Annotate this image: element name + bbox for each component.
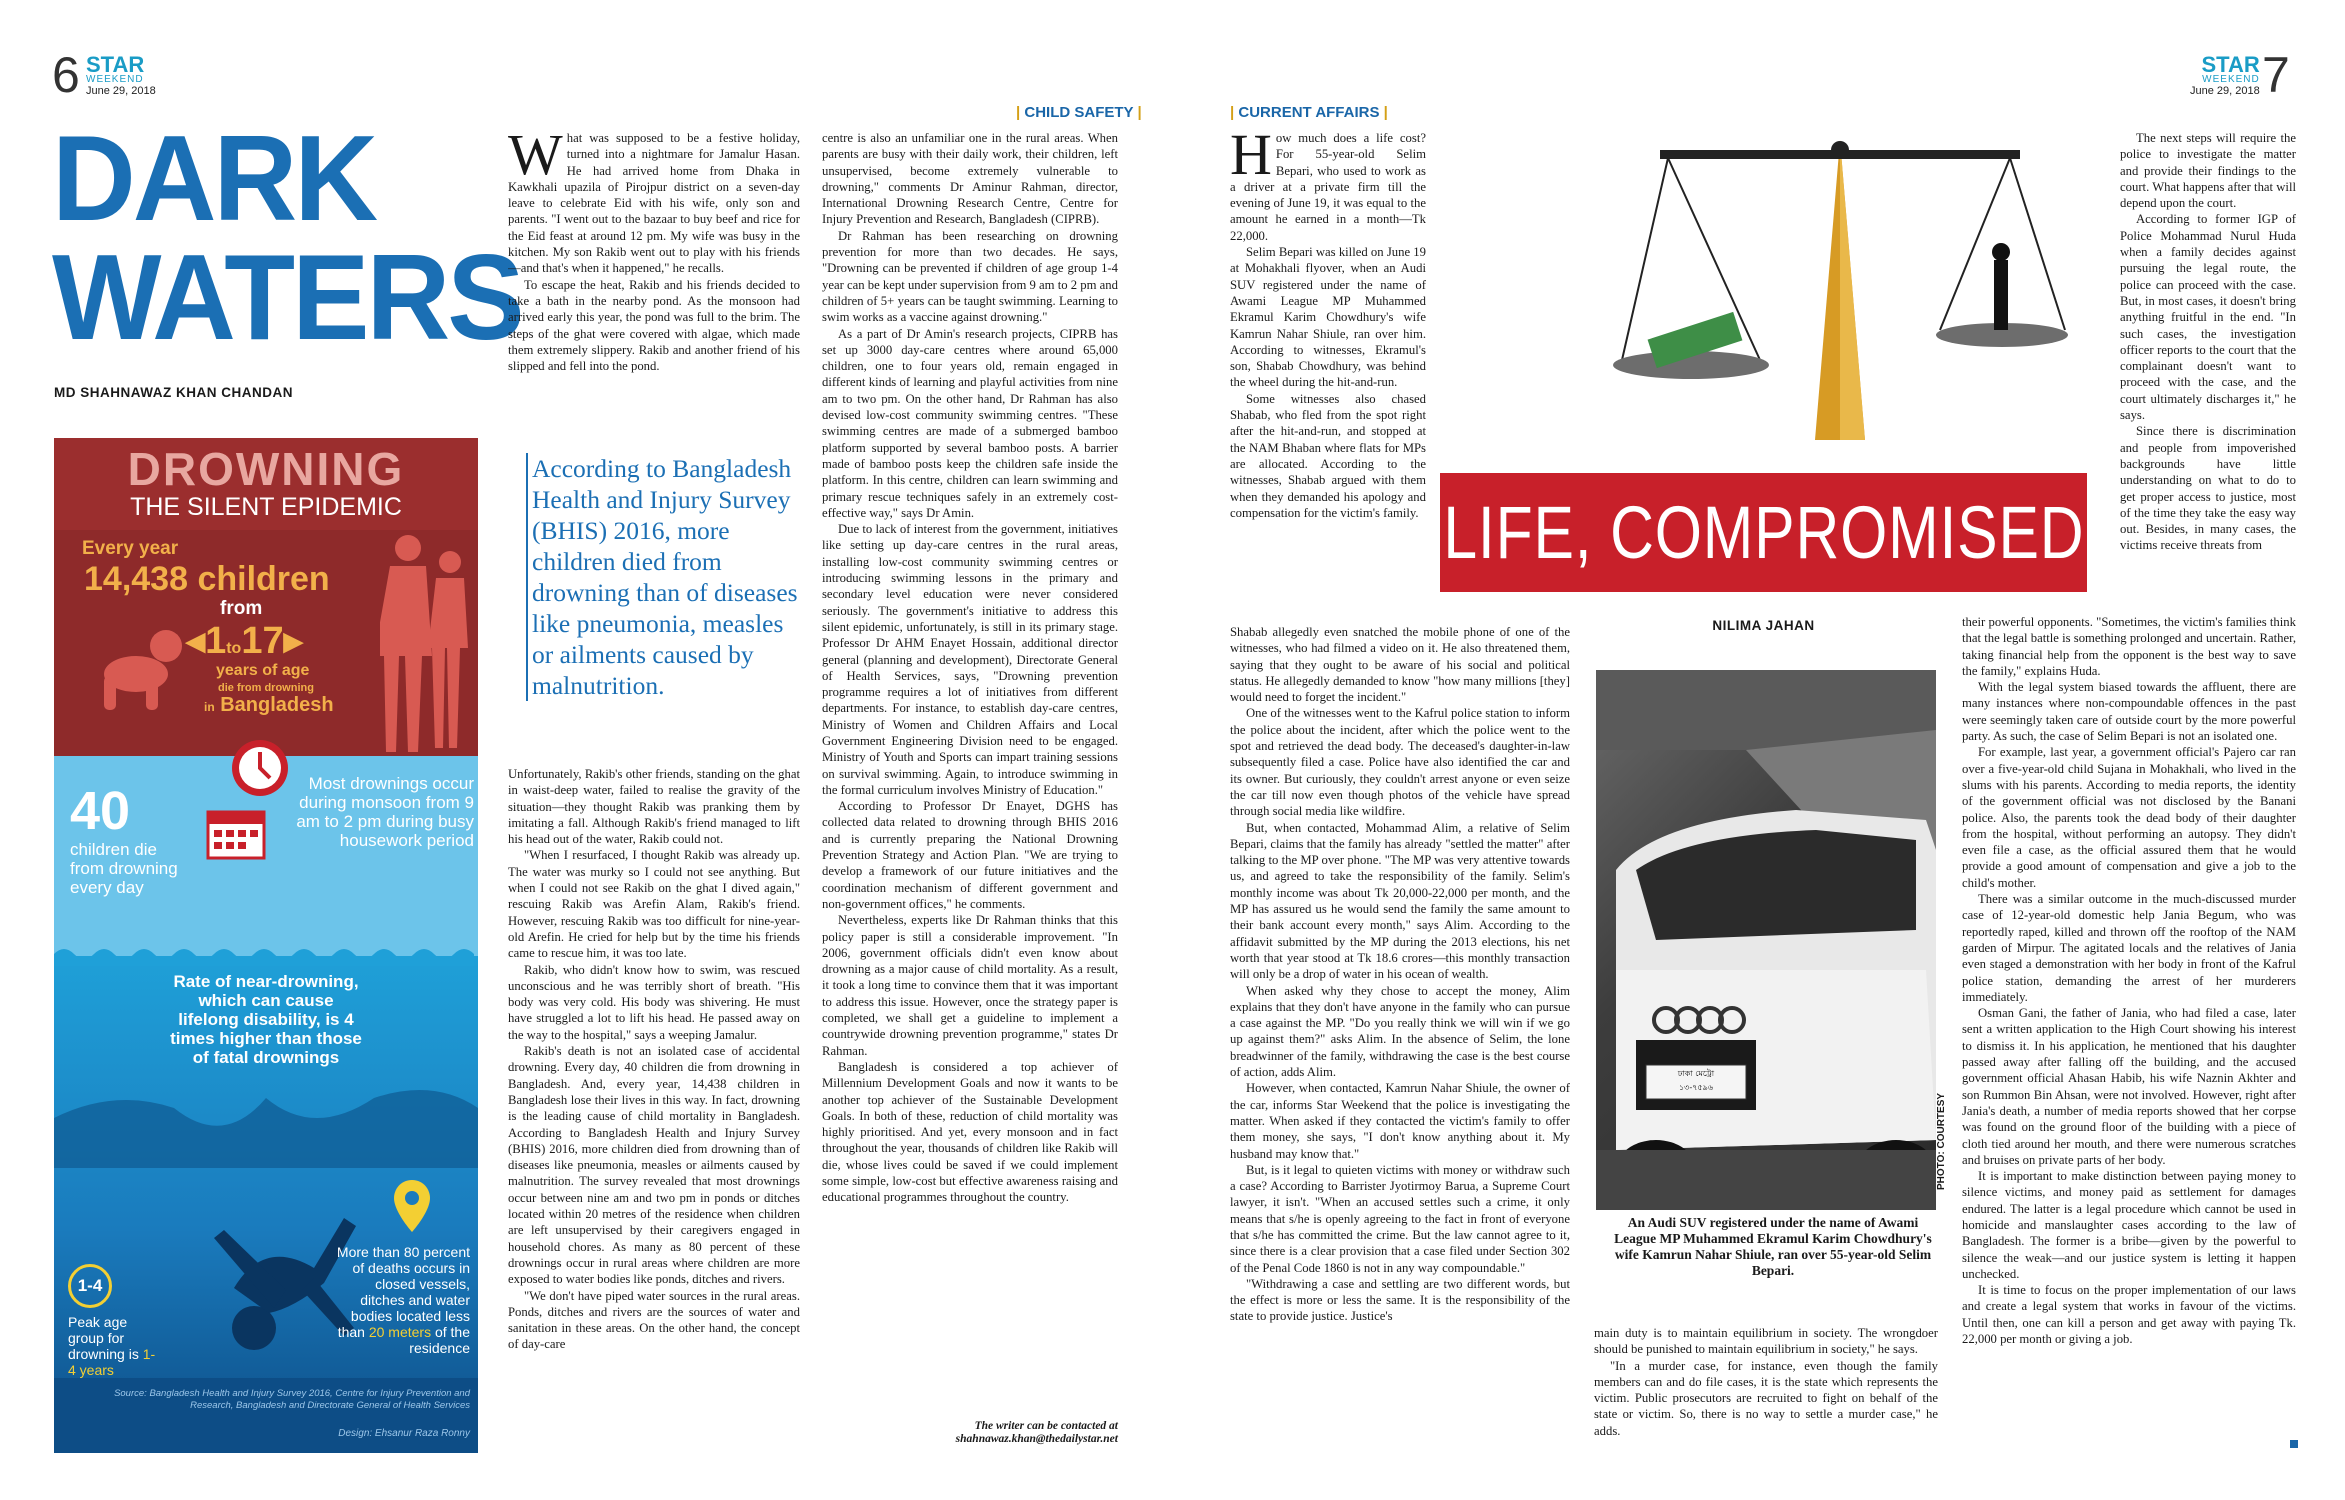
photo-credit: PHOTO: COURTESY [1936,1092,1947,1190]
location-pin-icon [392,1178,432,1234]
issue-date: June 29, 2018 [86,85,156,97]
drop-cap-right: H [1230,130,1272,187]
section-kicker-child-safety: | CHILD SAFETY | [1016,104,1142,121]
weekend-logo-right: WEEKEND [2202,74,2260,85]
crawling-baby-icon [84,624,194,714]
arrow-left-icon: ◂ [186,620,206,662]
right-page-number: 7 [2262,47,2290,103]
every-year-label: Every year [82,538,179,559]
time-text: Most drownings occur during monsoon from 9 am to 2 pm during busy housework period [296,774,474,850]
article-column-2-right: main duty is to maintain equilibrium in society. The wrongdoer should be punished to maintain equilibrium in society," he says. "In a murder case, for instance, even though the family members can and do file cases, it is the state which represents the victim. Public prosecutors are recruited to fight on behalf of the state or victim. So, there is no way to settle a murder case," he adds. [1594,1326,1938,1438]
parents-icon [380,532,472,754]
in-bangladesh-label: in Bangladesh [204,694,334,716]
deaths-location-text: More than 80 percent of deaths occurs in closed vessels, ditches and water bodies located less than 20 meters of the residence [336,1244,470,1356]
daily-text: children die from drowning every day [70,840,178,897]
infographic-source: Source: Bangladesh Health and Injury Survey 2016, Centre for Injury Prevention and Research, Bangladesh and Directorate General of Health Services [114,1388,470,1411]
section-kicker-current-affairs: | CURRENT AFFAIRS | [1230,104,1388,121]
writer-contact: The writer can be contacted at shahnawaz.khan@thedailystar.net [955,1420,1118,1445]
article-column-1-bottom: Unfortunately, Rakib's other friends, standing on the ghat in waist-deep water, failed to realise the gravity of the situation—they thought Rakib was pranking them by imitating a fall. Although Rakib's friend managed to lift his head out of the water, Rakib could not. "When I resurfaced, I thought Rakib was already up. The water was murky so I could not see anything. But when I could not see Rakib on the ghat I dived again," rescuing Rakib was Arefin Alam, Rakib's friend. However, rescuing Rakib was too difficult for nine-year-old Arefin. He cried for help but by the time his friends came to rescue him, it was too late. Rakib, who didn't know how to swim, was rescued unconscious and he was terribly short of breath. "His body was very cold. His body was shivering. He must have struggled a lot to lift his head. He passed away on the way to the hospital," says a weeping Jamalur. Rakib's death is not an isolated case of accidental drowning. Every day, 40 children die from drowning in Bangladesh. And, every year, 14,438 children in Bangladesh lose their lives in this way. In fact, drowning is the leading cause of child mortality in Bangladesh. According to Bangladesh Health and Injury Survey (BHIS) 2016, more children died from drowning than of diseases like pneumonia, measles or ailments caused by malnutrition. The survey revealed that most drownings occur between nine am and two pm in ponds or ditches located within 20 metres of the residence when children are left unsupervised by their caregivers engaged in household chores. As many as 80 percent of these drownings occur in rural areas where children are more exposed to water bodies like ponds, ditches and rivers. "We don't have piped water sources in the rural areas. Ponds, ditches and rivers are the sources of water and sanitation in these areas. On the other hand, the concept of day-care [508,767,800,1352]
end-mark [2290,1440,2298,1448]
license-plate: ঢাকা মেট্রো ১৩-৭৫৯৬ [1677,1069,1715,1092]
arrow-right-icon: ▸ [283,620,303,662]
clock-icon [230,738,290,798]
left-page-number: 6 [52,47,80,103]
disability-text: Rate of near-drowning, which can cause lifelong disability, is 4 times higher than those of fatal drownings [170,972,362,1067]
right-masthead [2190,52,2260,97]
peak-age-text: Peak age group for drowning is 1-4 years [68,1314,156,1378]
article-column-2: centre is also an unfamiliar one in the rural areas. When parents are busy with their daily work, their children, left unsupervised, become extremely vulnerable to drowning," comments Dr Aminur Rahman, director, International Drowning Research Centre, Centre for Injury Prevention and Research, Bangladesh (CIPRB). Dr Rahman has been researching on drowning prevention for more than two decades. He says, "Drowning can be prevented if children of age group 1-4 year can be kept under supervision from 9 am to 2 pm and children of 5+ years can be taught swimming. Learning to swim works as a vaccine against drowning." As a part of Dr Amin's research projects, CIPRB has set up 3000 day-care centres where around 65,000 children, one to four years old, remain engaged in different kinds of learning and playful activities from nine am to two pm. On the other hand, Dr Rahman has also devised low-cost community swimming centres. "These swimming centres are made of a submerged bamboo platform supported by several bamboo posts. A barrier made of bamboo posts keep the children safe inside the platform. In this centre, children can learn swimming and primary rescue techniques safely in an extremely cost-effective way," says Dr Amin. Due to lack of interest from the government, initiatives like setting up day-care centres in the rural areas, installing low-cost community swimming centres or introducing swimming lessons in the primary and secondary level education were never considered seriously. The government's initiative to address this silent epidemic, unfortunately, is still in its primary stage. Professor Dr AHM Enayet Hossain, additional director general (planning and development), Directorate General of Health Services, says, "Drowning prevention programme requires a lot of initiatives from different departments. For instance, to establish day-care centres, Ministry of Women and Children Affairs and Local Government Engineering Division need to be engaged. Ministry of Youth and Sports can impart training sessions on survival swimming. Again, to introduce swimming in the formal curriculum involves Ministry of Education." According to Professor Dr Enayet, DGHS has collected data related to drowning through BHIS 2016 and is currently preparing the National Drowning Prevention Strategy and Action Plan. "We are trying to develop a framework of our future initiatives and the coordination mechanism of different government and non-government offices," he comments. Nevertheless, experts like Dr Rahman thinks that this policy paper is still a considerable improvement. "In 2006, government officials didn't even know about drowning as a major cause of child mortality. As a result, it took a long time to convince them that it was important to address this issue. However, once the strategy paper is completed, we shall get a guideline to implement a countrywide drowning prevention programme," states Dr Rahman. Bangladesh is considered a top achiever of Millennium Development Goals and now it wants to be another top achiever of the Sustainable Development Goals. In both of these, reduction of child mortality was highly prioritised. And yet, every monsoon and in fact throughout the year, thousands of children like Rakib will die, whose lives could be saved if we could implement some simple, low-cost but effective awareness raising and educational programmes throughout the country. [822,131,1118,1205]
daily-count: 40 [70,781,131,841]
infographic-title: DROWNING [127,443,405,495]
star-logo: STAR [86,52,145,77]
age-range: ◂1to17▸ [186,620,303,662]
photo-caption: An Audi SUV registered under the name of Awami League MP Muhammed Ekramul Karim Chowdhury's wife Kamrun Nahar Shiule, ran over 55-year-old Selim Bepari. [1614,1215,1932,1278]
calendar-icon [204,800,268,862]
star-logo-right: STAR [2201,52,2260,77]
issue-date-right: June 29, 2018 [2190,85,2260,97]
peak-age-badge: 1-4 [68,1264,112,1308]
article-column-1-bottom-right: Shabab allegedly even snatched the mobile phone of one of the witnesses, who had filmed a video on it. He also threatened them, saying that they ought to be aware of his social and political status. He allegedly demanded to know "how many millions [they] would need to forget the incident." One of the witnesses went to the Kafrul police station to inform the police about the incident, after which the police went to the spot and retrieved the dead body. The deceased's daughter-in-law subsequently filed a case. Police have also identified the car and its owner. But curiously, they couldn't arrest anyone or even seize the car till now even though photos of the vehicle have spread through social media like wildfire. But, when contacted, Mohammad Alim, a relative of Selim Bepari, claims that the family has already "settled the matter" after talking to the MP over phone. "The MP was very attentive towards us, and agreed to take the responsibility of the family. Selim's monthly income was about Tk 20,000-22,000 per month, and the MP has assured us he would send the family the same amount to their bank account every month," says Alim. According to the affidavit submitted by the MP during the 2013 elections, his net worth that year stood at Tk 18.6 crores—this monthly transaction will only be a drop of water in his ocean of wealth. When asked why they chose to accept the money, Alim explains that they don't have anyone in the family who can pursue a case against the MP. "Do you really think we will win if we go up against them?" asks Alim. In the absence of Selim, the lone breadwinner of the family, withdrawing the case is the best course of action, adds Alim. However, when contacted, Kamrun Nahar Shiule, the owner of the car, informs Star Weekend that the police is investigating the matter. When asked if they contacted the victim's family to offer them money, she says, "I don't know anything about it. My husband may know that." But, is it legal to quieten victims with money or withdraw such a case? According to Barrister Jyotirmoy Barua, a Supreme Court lawyer, it isn't. "When an accused settles such a crime, it only means that s/he is openly agreeing to the fact in front of everyone that s/he has committed the crime. But the law cannot agree to it, since there is a clear provision that a case filed under Section 302 of the Penal Code 1860 is not in any way compoundable." "Withdrawing a case and settling are two different words, but the effect is more or less the same. It is the responsibility of the state to provide justice. Justice's [1230,625,1570,1324]
article-column-1-top: W hat was supposed to be a festive holiday, turned into a nightmare for Jamalur Hasan. He had arrived home from Dhaka in Kawkhali upazila of Pirojpur district on a seven-day leave to celebrate Eid with his wife, only son and parents. "I went out to the bazaar to buy beef and rice for the Eid feast at around 12 pm. My wife was busy in the kitchen. My son Rakib went out to play with his friends—and that's when it happened," he recalls. To escape the heat, Rakib and his friends decided to take a bath in the nearby pond. As the monsoon had arrived early this year, the pond was full to the brim. The steps of the ghat were covered with algae, which made them extremely slippery. Rakib and another friend of his slipped and fell into the pond. [508,130,800,374]
drowning-infographic [54,438,478,1453]
article-column-3-bottom-right: their powerful opponents. "Sometimes, the victim's families think that the legal battle is something prolonged and uncertain. Rather, taking financial help from the opponent is the best way to save the family," explains Huda. With the legal system biased towards the affluent, there are many instances where non-compoundable offences in the past were seemingly taken care of outside court by the more powerful party. As such, the case of Selim Bepari is not an isolated one. For example, last year, a government official's Pajero car ran over a five-year-old child Sujana in Mohakhali, who lived in the slums with his parents. According to media reports, the identity of the government official was not disclosed by the Banani police. Also, the parents took the dead body of their daughter from the hospital, without performing an autopsy. They didn't even file a case, as the official assured them that he would provide a good amount of compensation and give a job to the child's mother. There was a similar outcome in the much-discussed murder case of 12-year-old domestic help Jania Begum, who was reportedly raped, killed and thrown off the rooftop of the NAM garden of Mirpur. The agitated locals and the relatives of Jania even staged a demonstration with her body in front of the Kafrul police station, demanding the arrest of her murderers immediately. Osman Gani, the father of Jania, who had filed a case, later sent a written application to the High Court showing his interest to dismiss it. In his application, he mentioned that his daughter passed away after falling off the building, and the accused government official Ahasan Habib, his wife Naznin Akhter and son Rummon Bin Ahsan, were not involved. However, right after Jania's death, a number of media reports showed that her corpse was found on the ground floor of the building with a piece of cloth tied around her mouth, and there were numerous scratches and bruises on private parts of her body. It is important to make distinction between paying money to silence victims, and money paid as settlement for damages endured. The latter is a legal procedure which cannot be used in homicide and manslaughter cases according to the law of Bangladesh. The former is a bribe—given by the powerful to silence the weak—and our justice system is letting it happen unchecked. It is time to focus on the proper implementation of our laws and create a legal system that works in favour of the victims. Until then, one can kill a person and get away with paying Tk. 22,000 per month or giving a job. [1962,615,2296,1347]
infographic-subtitle: THE SILENT EPIDEMIC [130,493,402,521]
headline-dark: DARK [52,109,376,247]
infographic-design-credit: Design: Ehsanur Raza Ronny [338,1428,470,1439]
headline-waters: WATERS [52,228,522,366]
car-photo [1596,670,1936,1210]
drop-cap: W [508,130,563,187]
headline: LIFE, COMPROMISED [1442,490,2085,574]
byline-right: NILIMA JAHAN [1712,618,1815,633]
headline-banner [1440,473,2087,592]
splash-silhouette [54,1078,478,1168]
children-count: 14,438 children [84,560,330,598]
weekend-logo: WEEKEND [86,74,144,85]
article-column-3-top-right: The next steps will require the police to investigate the matter and provide their findings to the court. What happens after that will depend upon the court. According to former IGP of Police Mohammad Nurul Huda when a family decides against pursuing the legal route, the police can proceed with the case. But, in most cases, it doesn't bring anything fruitful in the end. "In such cases, the investigation officer reports to the court that the complainant doesn't want to proceed with the case, and the court ultimately discharges it," he says. Since there is discrimination and people from impoverished backgrounds have little understanding on what to do to get proper access to justice, most of the time they take the easy way out. Besides, in many cases, the victims receive threats from [2120,131,2296,553]
left-masthead [86,52,156,97]
wave-divider [54,944,478,966]
article-column-1-top-right: H ow much does a life cost? For 55-year-old Selim Bepari, who used to work as a driver at a private firm till the evening of June 19, it was equal to the amount he earned in a month—Tk 22,000. Selim Bepari was killed on June 19 at Mohakhali flyover, when an Audi SUV registered under the name of Awami League MP Muhammed Ekramul Karim Chowdhury's wife Kamrun Nahar Shiule, ran over him. According to witnesses, Ekramul's son, Shabab Chowdhury, was behind the wheel during the hit-and-run. Some witnesses also chased Shabab, who fled from the spot right after the hit-and-run, and stopped at the NAM Bhaban where flats for MPs are allocated. According to the witnesses, Shabab argued with them when they demanded his apology and compensation for the victim's family. [1230,130,1426,520]
audi-suv-image [1596,670,1936,1210]
die-from-drowning-label: die from drowning [218,682,314,694]
from-label: from [220,598,263,619]
years-of-age-label: years of age [216,662,310,679]
scales-of-justice-illustration [1610,120,2070,450]
byline: MD SHAHNAWAZ KHAN CHANDAN [54,385,293,400]
pull-quote: According to Bangladesh Health and Injury Survey (BHIS) 2016, more children died from drowning than of diseases like pneumonia, measles or ailments caused by malnutrition. [526,453,808,701]
